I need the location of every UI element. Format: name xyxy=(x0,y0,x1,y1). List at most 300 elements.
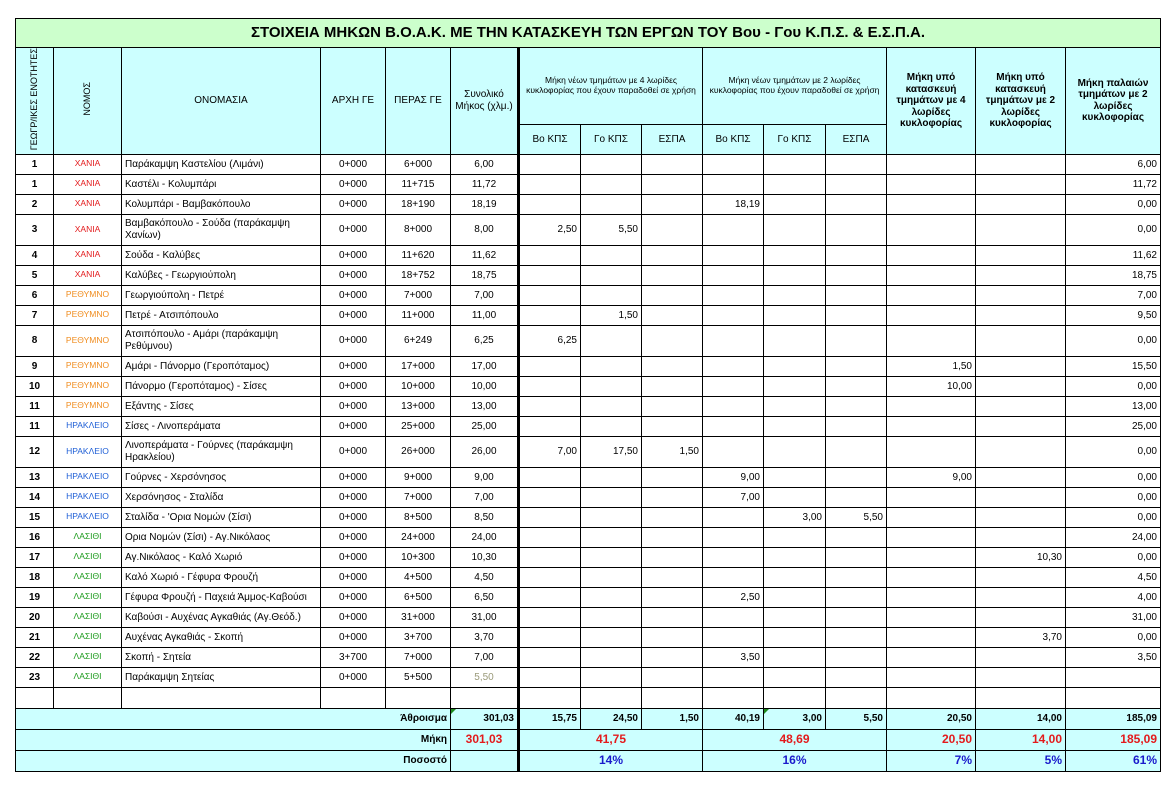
under-construction-2-cell[interactable]: 3,70 xyxy=(976,627,1066,647)
under-construction-2-cell[interactable] xyxy=(976,436,1066,467)
total-length-cell[interactable]: 18,75 xyxy=(451,265,519,285)
subheader-b-kps-2[interactable]: Βο ΚΠΣ xyxy=(703,125,764,154)
geo-cell[interactable]: 9 xyxy=(16,356,54,376)
espa-4-cell[interactable] xyxy=(642,245,703,265)
empty-cell[interactable] xyxy=(321,687,386,708)
b-kps-4-cell[interactable]: 6,25 xyxy=(519,325,581,356)
geo-cell[interactable]: 4 xyxy=(16,245,54,265)
under-construction-4-cell[interactable] xyxy=(887,647,976,667)
end-cell[interactable]: 7+000 xyxy=(386,285,451,305)
nomos-cell[interactable]: ΡΕΘΥΜΝΟ xyxy=(54,356,122,376)
g-kps-4-cell[interactable] xyxy=(581,265,642,285)
nomos-cell[interactable]: ΗΡΑΚΛΕΙΟ xyxy=(54,416,122,436)
old-2-lanes-cell[interactable]: 31,00 xyxy=(1066,607,1161,627)
empty-cell[interactable] xyxy=(16,687,54,708)
old-2-lanes-cell[interactable]: 0,00 xyxy=(1066,376,1161,396)
under-construction-2-cell[interactable] xyxy=(976,487,1066,507)
geo-cell[interactable]: 2 xyxy=(16,194,54,214)
espa-2-cell[interactable] xyxy=(826,194,887,214)
subheader-espa-4[interactable]: ΕΣΠΑ xyxy=(642,125,703,154)
espa-4-cell[interactable] xyxy=(642,547,703,567)
espa-4-cell[interactable] xyxy=(642,194,703,214)
start-cell[interactable]: 0+000 xyxy=(321,667,386,687)
name-cell[interactable]: Χερσόνησος - Σταλίδα xyxy=(122,487,321,507)
empty-cell[interactable] xyxy=(642,687,703,708)
under-construction-2-cell[interactable] xyxy=(976,567,1066,587)
total-length-cell[interactable]: 31,00 xyxy=(451,607,519,627)
geo-cell[interactable]: 5 xyxy=(16,265,54,285)
under-construction-4-cell[interactable]: 9,00 xyxy=(887,467,976,487)
under-construction-2-cell[interactable] xyxy=(976,527,1066,547)
b-kps-4-cell[interactable] xyxy=(519,607,581,627)
g-kps-2-cell[interactable] xyxy=(764,627,826,647)
start-cell[interactable]: 0+000 xyxy=(321,507,386,527)
under-construction-2-cell[interactable] xyxy=(976,607,1066,627)
old-2-lanes-cell[interactable]: 0,00 xyxy=(1066,547,1161,567)
espa-2-cell[interactable] xyxy=(826,467,887,487)
percentage-under-construction-4[interactable]: 7% xyxy=(887,750,976,771)
under-construction-2-cell[interactable] xyxy=(976,356,1066,376)
geo-cell[interactable]: 17 xyxy=(16,547,54,567)
espa-4-cell[interactable] xyxy=(642,587,703,607)
g-kps-4-cell[interactable]: 17,50 xyxy=(581,436,642,467)
espa-2-cell[interactable] xyxy=(826,647,887,667)
nomos-cell[interactable]: ΧΑΝΙΑ xyxy=(54,174,122,194)
under-construction-4-cell[interactable] xyxy=(887,627,976,647)
b-kps-2-cell[interactable] xyxy=(703,416,764,436)
b-kps-4-cell[interactable] xyxy=(519,285,581,305)
under-construction-4-cell[interactable] xyxy=(887,547,976,567)
header-nomos[interactable]: ΝΟΜΟΣ xyxy=(54,48,122,155)
start-cell[interactable]: 0+000 xyxy=(321,627,386,647)
empty-cell[interactable] xyxy=(764,687,826,708)
espa-4-cell[interactable] xyxy=(642,285,703,305)
espa-2-cell[interactable] xyxy=(826,214,887,245)
under-construction-2-cell[interactable] xyxy=(976,174,1066,194)
espa-4-cell[interactable] xyxy=(642,396,703,416)
g-kps-2-cell[interactable] xyxy=(764,356,826,376)
nomos-cell[interactable]: ΧΑΝΙΑ xyxy=(54,265,122,285)
old-2-lanes-cell[interactable]: 11,72 xyxy=(1066,174,1161,194)
b-kps-4-cell[interactable] xyxy=(519,396,581,416)
g-kps-4-cell[interactable] xyxy=(581,194,642,214)
name-cell[interactable]: Βαμβακόπουλο - Σούδα (παράκαμψη Χανίων) xyxy=(122,214,321,245)
b-kps-2-cell[interactable] xyxy=(703,436,764,467)
name-cell[interactable]: Αυχένας Αγκαθιάς - Σκοπή xyxy=(122,627,321,647)
name-cell[interactable]: Καλύβες - Γεωργιούπολη xyxy=(122,265,321,285)
old-2-lanes-cell[interactable]: 0,00 xyxy=(1066,214,1161,245)
end-cell[interactable]: 8+500 xyxy=(386,507,451,527)
start-cell[interactable]: 0+000 xyxy=(321,567,386,587)
start-cell[interactable]: 0+000 xyxy=(321,305,386,325)
nomos-cell[interactable]: ΗΡΑΚΛΕΙΟ xyxy=(54,487,122,507)
espa-4-cell[interactable] xyxy=(642,325,703,356)
old-2-lanes-cell[interactable]: 0,00 xyxy=(1066,627,1161,647)
nomos-cell[interactable]: ΧΑΝΙΑ xyxy=(54,245,122,265)
g-kps-2-cell[interactable] xyxy=(764,667,826,687)
start-cell[interactable]: 3+700 xyxy=(321,647,386,667)
b-kps-4-cell[interactable] xyxy=(519,305,581,325)
b-kps-4-cell[interactable] xyxy=(519,667,581,687)
start-cell[interactable]: 0+000 xyxy=(321,154,386,174)
header-group-4-lanes[interactable]: Μήκη νέων τμημάτων με 4 λωρίδες κυκλοφορίας που έχουν παραδοθεί σε χρήση xyxy=(519,48,703,125)
total-length-cell[interactable]: 4,50 xyxy=(451,567,519,587)
b-kps-4-cell[interactable] xyxy=(519,174,581,194)
b-kps-4-cell[interactable] xyxy=(519,356,581,376)
under-construction-2-cell[interactable] xyxy=(976,325,1066,356)
old-2-lanes-cell[interactable]: 25,00 xyxy=(1066,416,1161,436)
under-construction-4-cell[interactable] xyxy=(887,416,976,436)
nomos-cell[interactable]: ΧΑΝΙΑ xyxy=(54,214,122,245)
espa-2-cell[interactable] xyxy=(826,325,887,356)
under-construction-4-cell[interactable] xyxy=(887,194,976,214)
end-cell[interactable]: 25+000 xyxy=(386,416,451,436)
header-old-2-lanes[interactable]: Μήκη παλαιών τμημάτων με 2 λωρίδες κυκλοφορίας xyxy=(1066,48,1161,155)
name-cell[interactable]: Εξάντης - Σίσες xyxy=(122,396,321,416)
g-kps-2-cell[interactable] xyxy=(764,325,826,356)
b-kps-4-cell[interactable] xyxy=(519,467,581,487)
empty-cell[interactable] xyxy=(451,687,519,708)
geo-cell[interactable]: 6 xyxy=(16,285,54,305)
under-construction-2-cell[interactable] xyxy=(976,507,1066,527)
g-kps-4-cell[interactable] xyxy=(581,154,642,174)
b-kps-4-cell[interactable] xyxy=(519,376,581,396)
percentage-old-2-lanes[interactable]: 61% xyxy=(1066,750,1161,771)
subheader-espa-2[interactable]: ΕΣΠΑ xyxy=(826,125,887,154)
end-cell[interactable]: 24+000 xyxy=(386,527,451,547)
g-kps-2-cell[interactable] xyxy=(764,607,826,627)
espa-4-cell[interactable] xyxy=(642,214,703,245)
under-construction-2-cell[interactable] xyxy=(976,245,1066,265)
end-cell[interactable]: 10+000 xyxy=(386,376,451,396)
start-cell[interactable]: 0+000 xyxy=(321,607,386,627)
espa-2-cell[interactable] xyxy=(826,376,887,396)
old-2-lanes-cell[interactable] xyxy=(1066,667,1161,687)
name-cell[interactable]: Λινοπεράματα - Γούρνες (παράκαμψη Ηρακλείου) xyxy=(122,436,321,467)
espa-2-cell[interactable] xyxy=(826,174,887,194)
name-cell[interactable]: Πετρέ - Ατσιπόπουλο xyxy=(122,305,321,325)
b-kps-4-cell[interactable] xyxy=(519,154,581,174)
espa-2-cell[interactable] xyxy=(826,627,887,647)
start-cell[interactable]: 0+000 xyxy=(321,356,386,376)
geo-cell[interactable]: 15 xyxy=(16,507,54,527)
under-construction-4-cell[interactable] xyxy=(887,265,976,285)
start-cell[interactable]: 0+000 xyxy=(321,416,386,436)
sum-b-kps-4[interactable]: 15,75 xyxy=(519,708,581,729)
under-construction-4-cell[interactable] xyxy=(887,507,976,527)
b-kps-2-cell[interactable] xyxy=(703,507,764,527)
b-kps-4-cell[interactable]: 2,50 xyxy=(519,214,581,245)
start-cell[interactable]: 0+000 xyxy=(321,376,386,396)
start-cell[interactable]: 0+000 xyxy=(321,487,386,507)
total-length-cell[interactable]: 10,00 xyxy=(451,376,519,396)
espa-2-cell[interactable] xyxy=(826,245,887,265)
header-under-construction-4[interactable]: Μήκη υπό κατασκευή τμημάτων με 4 λωρίδες κυκλοφορίας xyxy=(887,48,976,155)
total-length-cell[interactable]: 3,70 xyxy=(451,627,519,647)
g-kps-2-cell[interactable] xyxy=(764,487,826,507)
nomos-cell[interactable]: ΛΑΣΙΘΙ xyxy=(54,607,122,627)
espa-2-cell[interactable] xyxy=(826,436,887,467)
total-length-cell[interactable]: 7,00 xyxy=(451,487,519,507)
under-construction-4-cell[interactable]: 1,50 xyxy=(887,356,976,376)
b-kps-4-cell[interactable] xyxy=(519,547,581,567)
header-onomasia[interactable]: ΟΝΟΜΑΣΙΑ xyxy=(122,48,321,155)
total-length-cell[interactable]: 11,62 xyxy=(451,245,519,265)
sum-under-construction-2[interactable]: 14,00 xyxy=(976,708,1066,729)
old-2-lanes-cell[interactable]: 15,50 xyxy=(1066,356,1161,376)
name-cell[interactable]: Ορια Νομών (Σίσι) - Αγ.Νικόλαος xyxy=(122,527,321,547)
old-2-lanes-cell[interactable]: 0,00 xyxy=(1066,194,1161,214)
b-kps-4-cell[interactable] xyxy=(519,194,581,214)
g-kps-4-cell[interactable] xyxy=(581,647,642,667)
g-kps-2-cell[interactable] xyxy=(764,396,826,416)
end-cell[interactable]: 18+190 xyxy=(386,194,451,214)
subheader-g-kps-4[interactable]: Γο ΚΠΣ xyxy=(581,125,642,154)
geo-cell[interactable]: 11 xyxy=(16,396,54,416)
start-cell[interactable]: 0+000 xyxy=(321,527,386,547)
espa-2-cell[interactable] xyxy=(826,667,887,687)
b-kps-4-cell[interactable] xyxy=(519,527,581,547)
g-kps-4-cell[interactable] xyxy=(581,416,642,436)
under-construction-2-cell[interactable] xyxy=(976,305,1066,325)
old-2-lanes-cell[interactable]: 6,00 xyxy=(1066,154,1161,174)
under-construction-4-cell[interactable]: 10,00 xyxy=(887,376,976,396)
g-kps-4-cell[interactable] xyxy=(581,527,642,547)
empty-cell[interactable] xyxy=(54,687,122,708)
start-cell[interactable]: 0+000 xyxy=(321,547,386,567)
under-construction-4-cell[interactable] xyxy=(887,305,976,325)
end-cell[interactable]: 26+000 xyxy=(386,436,451,467)
nomos-cell[interactable]: ΗΡΑΚΛΕΙΟ xyxy=(54,436,122,467)
nomos-cell[interactable]: ΡΕΘΥΜΝΟ xyxy=(54,376,122,396)
old-2-lanes-cell[interactable]: 7,00 xyxy=(1066,285,1161,305)
nomos-cell[interactable]: ΛΑΣΙΘΙ xyxy=(54,527,122,547)
under-construction-2-cell[interactable] xyxy=(976,194,1066,214)
under-construction-4-cell[interactable] xyxy=(887,487,976,507)
end-cell[interactable]: 4+500 xyxy=(386,567,451,587)
b-kps-2-cell[interactable] xyxy=(703,627,764,647)
geo-cell[interactable]: 13 xyxy=(16,467,54,487)
under-construction-2-cell[interactable] xyxy=(976,667,1066,687)
geo-cell[interactable]: 3 xyxy=(16,214,54,245)
g-kps-4-cell[interactable] xyxy=(581,507,642,527)
espa-4-cell[interactable] xyxy=(642,627,703,647)
geo-cell[interactable]: 12 xyxy=(16,436,54,467)
total-length-cell[interactable]: 18,19 xyxy=(451,194,519,214)
geo-cell[interactable]: 22 xyxy=(16,647,54,667)
nomos-cell[interactable]: ΧΑΝΙΑ xyxy=(54,154,122,174)
old-2-lanes-cell[interactable]: 0,00 xyxy=(1066,507,1161,527)
nomos-cell[interactable]: ΛΑΣΙΘΙ xyxy=(54,587,122,607)
geo-cell[interactable]: 18 xyxy=(16,567,54,587)
total-length-cell[interactable]: 8,00 xyxy=(451,214,519,245)
subheader-g-kps-2[interactable]: Γο ΚΠΣ xyxy=(764,125,826,154)
g-kps-2-cell[interactable] xyxy=(764,285,826,305)
b-kps-4-cell[interactable] xyxy=(519,487,581,507)
old-2-lanes-cell[interactable]: 4,00 xyxy=(1066,587,1161,607)
g-kps-4-cell[interactable] xyxy=(581,467,642,487)
percentage-2-lanes[interactable]: 16% xyxy=(703,750,887,771)
geo-cell[interactable]: 14 xyxy=(16,487,54,507)
espa-4-cell[interactable] xyxy=(642,647,703,667)
g-kps-4-cell[interactable] xyxy=(581,285,642,305)
end-cell[interactable]: 6+500 xyxy=(386,587,451,607)
under-construction-4-cell[interactable] xyxy=(887,154,976,174)
b-kps-2-cell[interactable] xyxy=(703,356,764,376)
under-construction-2-cell[interactable] xyxy=(976,154,1066,174)
total-length-cell[interactable]: 26,00 xyxy=(451,436,519,467)
name-cell[interactable]: Παράκαμψη Καστελίου (Λιμάνι) xyxy=(122,154,321,174)
espa-4-cell[interactable] xyxy=(642,416,703,436)
name-cell[interactable]: Καλό Χωριό - Γέφυρα Φρουζή xyxy=(122,567,321,587)
g-kps-2-cell[interactable] xyxy=(764,245,826,265)
start-cell[interactable]: 0+000 xyxy=(321,174,386,194)
lengths-old-2-lanes[interactable]: 185,09 xyxy=(1066,729,1161,750)
total-length-cell[interactable]: 7,00 xyxy=(451,285,519,305)
under-construction-4-cell[interactable] xyxy=(887,436,976,467)
geo-cell[interactable]: 16 xyxy=(16,527,54,547)
end-cell[interactable]: 6+000 xyxy=(386,154,451,174)
espa-2-cell[interactable] xyxy=(826,487,887,507)
sum-espa-4[interactable]: 1,50 xyxy=(642,708,703,729)
g-kps-2-cell[interactable] xyxy=(764,154,826,174)
end-cell[interactable]: 11+715 xyxy=(386,174,451,194)
g-kps-4-cell[interactable] xyxy=(581,547,642,567)
start-cell[interactable]: 0+000 xyxy=(321,436,386,467)
g-kps-4-cell[interactable] xyxy=(581,245,642,265)
b-kps-4-cell[interactable] xyxy=(519,587,581,607)
espa-4-cell[interactable] xyxy=(642,154,703,174)
g-kps-2-cell[interactable] xyxy=(764,547,826,567)
start-cell[interactable]: 0+000 xyxy=(321,245,386,265)
g-kps-4-cell[interactable] xyxy=(581,587,642,607)
nomos-cell[interactable]: ΧΑΝΙΑ xyxy=(54,194,122,214)
empty-cell[interactable] xyxy=(122,687,321,708)
start-cell[interactable]: 0+000 xyxy=(321,325,386,356)
total-length-cell[interactable]: 11,00 xyxy=(451,305,519,325)
espa-4-cell[interactable] xyxy=(642,507,703,527)
geo-cell[interactable]: 19 xyxy=(16,587,54,607)
g-kps-2-cell[interactable] xyxy=(764,587,826,607)
old-2-lanes-cell[interactable]: 0,00 xyxy=(1066,436,1161,467)
header-synoliko[interactable]: Συνολικό Μήκος (χλμ.) xyxy=(451,48,519,155)
empty-cell[interactable] xyxy=(703,687,764,708)
g-kps-2-cell[interactable] xyxy=(764,194,826,214)
sum-under-construction-4[interactable]: 20,50 xyxy=(887,708,976,729)
name-cell[interactable]: Παράκαμψη Σητείας xyxy=(122,667,321,687)
espa-2-cell[interactable] xyxy=(826,305,887,325)
empty-cell[interactable] xyxy=(1066,687,1161,708)
end-cell[interactable]: 9+000 xyxy=(386,467,451,487)
geo-cell[interactable]: 1 xyxy=(16,174,54,194)
name-cell[interactable]: Σκοπή - Σητεία xyxy=(122,647,321,667)
under-construction-2-cell[interactable] xyxy=(976,587,1066,607)
geo-cell[interactable]: 1 xyxy=(16,154,54,174)
start-cell[interactable]: 0+000 xyxy=(321,265,386,285)
b-kps-2-cell[interactable] xyxy=(703,154,764,174)
name-cell[interactable]: Καστέλι - Κολυμπάρι xyxy=(122,174,321,194)
g-kps-4-cell[interactable] xyxy=(581,567,642,587)
b-kps-2-cell[interactable] xyxy=(703,567,764,587)
nomos-cell[interactable]: ΗΡΑΚΛΕΙΟ xyxy=(54,467,122,487)
b-kps-2-cell[interactable] xyxy=(703,325,764,356)
espa-4-cell[interactable] xyxy=(642,265,703,285)
g-kps-4-cell[interactable] xyxy=(581,325,642,356)
geo-cell[interactable]: 20 xyxy=(16,607,54,627)
espa-4-cell[interactable] xyxy=(642,527,703,547)
under-construction-4-cell[interactable] xyxy=(887,527,976,547)
header-geo[interactable]: ΓΕΩΓΡ/ΙΚΕΣ ΕΝΟΤΗΤΕΣ xyxy=(16,48,54,155)
empty-cell[interactable] xyxy=(581,687,642,708)
b-kps-2-cell[interactable]: 3,50 xyxy=(703,647,764,667)
b-kps-2-cell[interactable]: 2,50 xyxy=(703,587,764,607)
espa-2-cell[interactable] xyxy=(826,567,887,587)
total-length-cell[interactable]: 8,50 xyxy=(451,507,519,527)
g-kps-2-cell[interactable] xyxy=(764,467,826,487)
espa-2-cell[interactable] xyxy=(826,416,887,436)
under-construction-4-cell[interactable] xyxy=(887,174,976,194)
under-construction-4-cell[interactable] xyxy=(887,587,976,607)
name-cell[interactable]: Αγ.Νικόλαος - Καλό Χωριό xyxy=(122,547,321,567)
under-construction-4-cell[interactable] xyxy=(887,325,976,356)
name-cell[interactable]: Κολυμπάρι - Βαμβακόπουλο xyxy=(122,194,321,214)
old-2-lanes-cell[interactable]: 0,00 xyxy=(1066,467,1161,487)
name-cell[interactable]: Σούδα - Καλύβες xyxy=(122,245,321,265)
under-construction-4-cell[interactable] xyxy=(887,607,976,627)
subheader-b-kps-4[interactable]: Βο ΚΠΣ xyxy=(519,125,581,154)
g-kps-2-cell[interactable] xyxy=(764,214,826,245)
header-arxi[interactable]: ΑΡΧΗ ΓΕ xyxy=(321,48,386,155)
old-2-lanes-cell[interactable]: 0,00 xyxy=(1066,325,1161,356)
old-2-lanes-cell[interactable]: 18,75 xyxy=(1066,265,1161,285)
total-length-cell[interactable]: 13,00 xyxy=(451,396,519,416)
percentage-under-construction-2[interactable]: 5% xyxy=(976,750,1066,771)
espa-4-cell[interactable] xyxy=(642,467,703,487)
under-construction-4-cell[interactable] xyxy=(887,567,976,587)
total-length-cell[interactable]: 6,00 xyxy=(451,154,519,174)
total-length-cell[interactable]: 9,00 xyxy=(451,467,519,487)
g-kps-4-cell[interactable] xyxy=(581,667,642,687)
nomos-cell[interactable]: ΛΑΣΙΘΙ xyxy=(54,567,122,587)
header-group-2-lanes[interactable]: Μήκη νέων τμημάτων με 2 λωρίδες κυκλοφορίας που έχουν παραδοθεί σε χρήση xyxy=(703,48,887,125)
under-construction-2-cell[interactable] xyxy=(976,396,1066,416)
espa-4-cell[interactable] xyxy=(642,667,703,687)
under-construction-4-cell[interactable] xyxy=(887,667,976,687)
nomos-cell[interactable]: ΡΕΘΥΜΝΟ xyxy=(54,325,122,356)
espa-4-cell[interactable]: 1,50 xyxy=(642,436,703,467)
geo-cell[interactable]: 7 xyxy=(16,305,54,325)
lengths-total[interactable]: 301,03 xyxy=(451,729,519,750)
name-cell[interactable]: Γέφυρα Φρουζή - Παχειά Άμμος-Καβούσι xyxy=(122,587,321,607)
b-kps-2-cell[interactable] xyxy=(703,214,764,245)
name-cell[interactable]: Αμάρι - Πάνορμο (Γεροπόταμος) xyxy=(122,356,321,376)
espa-2-cell[interactable] xyxy=(826,527,887,547)
b-kps-2-cell[interactable] xyxy=(703,265,764,285)
g-kps-2-cell[interactable] xyxy=(764,416,826,436)
total-length-cell[interactable]: 24,00 xyxy=(451,527,519,547)
b-kps-2-cell[interactable] xyxy=(703,396,764,416)
b-kps-2-cell[interactable] xyxy=(703,376,764,396)
g-kps-4-cell[interactable]: 1,50 xyxy=(581,305,642,325)
end-cell[interactable]: 10+300 xyxy=(386,547,451,567)
old-2-lanes-cell[interactable]: 4,50 xyxy=(1066,567,1161,587)
espa-2-cell[interactable]: 5,50 xyxy=(826,507,887,527)
end-cell[interactable]: 31+000 xyxy=(386,607,451,627)
espa-2-cell[interactable] xyxy=(826,265,887,285)
b-kps-4-cell[interactable] xyxy=(519,627,581,647)
empty-cell[interactable] xyxy=(519,687,581,708)
b-kps-4-cell[interactable] xyxy=(519,567,581,587)
